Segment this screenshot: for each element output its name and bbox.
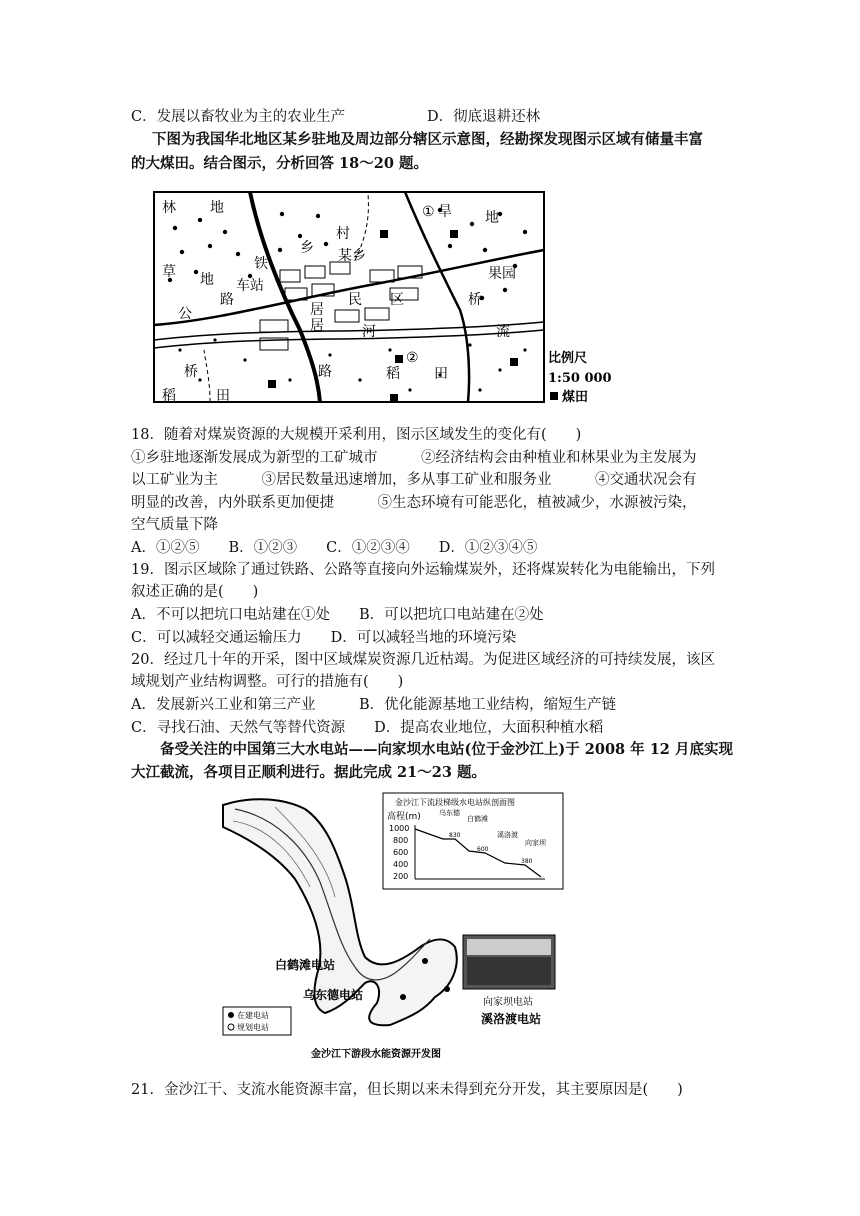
- scale-value: 1:50 000: [548, 371, 612, 386]
- q18-stem: 18．随着对煤炭资源的大规模开采利用，图示区域发生的变化有( ): [131, 427, 582, 443]
- jinsha-river-map-svg: [215, 787, 645, 1065]
- map-label-tie: 铁: [254, 256, 268, 272]
- q19-stem-line1: 19．图示区域除了通过铁路、公路等直接向外运输煤炭外，还将煤炭转化为电能输出，下列: [131, 562, 715, 578]
- map-label-cun: 村: [336, 226, 350, 242]
- q19-options-cd: C．可以减轻交通运输压力 D．可以减轻当地的环境污染: [131, 630, 517, 646]
- scale-title: 比例尺: [548, 351, 588, 366]
- map-label-mouxiang: 某乡: [338, 248, 366, 264]
- map-label-di1: 地: [210, 200, 224, 216]
- legend-planned: 规划电站: [237, 1023, 269, 1032]
- label-xiluodu: 溪洛渡电站: [481, 1012, 542, 1026]
- q21-stem: 21．金沙江干、支流水能资源丰富，但长期以来未得到充分开发，其主要原因是( ): [131, 1082, 683, 1098]
- map-label-liu: 流: [496, 324, 510, 340]
- profile-station-xiluodu: 溪洛渡: [497, 831, 518, 839]
- map-label-qiao2: 桥: [184, 364, 198, 380]
- tick-200: 200: [393, 872, 409, 881]
- q17-option-d: D．彻底退耕还林: [427, 109, 541, 125]
- map-label-dao1: 稻: [386, 366, 400, 382]
- tick-800: 800: [393, 836, 409, 845]
- map-label-circle2: ②: [406, 350, 419, 366]
- tick-600: 600: [393, 848, 409, 857]
- map-label-dao2: 稻: [162, 388, 176, 404]
- profile-inset: [383, 793, 563, 889]
- map-label-circle1: ①: [422, 204, 435, 220]
- map-label-cao: 草: [162, 264, 176, 280]
- map-label-gong: 公: [178, 306, 192, 322]
- station-baihetan-marker: [422, 958, 428, 964]
- map-label-lu1: 路: [220, 292, 234, 308]
- map-label-ju2: 居: [310, 302, 324, 318]
- intro2-line2: 大江截流，各项目正顺利进行。据此完成 21～23 题。: [131, 764, 486, 781]
- q18-line4: 空气质量下降: [131, 517, 218, 533]
- q18-line2: 以工矿业为主 ③居民数量迅速增加，多从事工矿业和服务业 ④交通状况会有: [131, 472, 697, 488]
- map-label-lu2: 路: [318, 364, 332, 380]
- map-label-ju: 居: [310, 318, 324, 334]
- label-wudongde: 乌东德电站: [303, 988, 364, 1002]
- station-xiluodu-marker: [444, 986, 450, 992]
- township-map-svg: [140, 180, 730, 416]
- q20-options-ab: A．发展新兴工业和第三产业 B．优化能源基地工业结构，缩短生产链: [131, 697, 617, 713]
- station-wudongde-marker: [400, 994, 406, 1000]
- legend-built: 在建电站: [237, 1011, 269, 1020]
- map-label-di2: 地: [485, 210, 499, 226]
- map2-caption: 金沙江下游段水能资源开发图: [311, 1049, 441, 1060]
- map-label-tian1: 田: [434, 366, 448, 382]
- coalfield-legend-icon: [550, 392, 558, 400]
- q18-options: A．①②⑤ B．①②③ C．①②③④ D．①②③④⑤: [131, 540, 538, 556]
- xiangjiaba-photo: [463, 935, 555, 989]
- map2-legend: [223, 1007, 291, 1035]
- label-baihetan: 白鹤滩电站: [275, 958, 336, 972]
- map-label-he: 河: [362, 324, 376, 340]
- profile-level-600: 600: [477, 846, 489, 853]
- q20-options-cd: C．寻找石油、天然气等替代资源 D．提高农业地位，大面积种植水稻: [131, 720, 604, 736]
- tick-400: 400: [393, 860, 409, 869]
- map-label-chezhan: 车站: [236, 278, 264, 294]
- profile-elev-label: 高程(m): [387, 812, 421, 822]
- map-label-min: 民: [348, 292, 362, 308]
- map-label-lin: 林: [162, 200, 176, 216]
- profile-station-xiangjiaba: 向家坝: [525, 839, 546, 847]
- map-label-qiao1: 桥: [468, 292, 482, 308]
- intro2-line1: 备受关注的中国第三大水电站——向家坝水电站(位于金沙江上)于 2008 年 12 月底实现: [160, 741, 733, 758]
- profile-station-wudongde: 乌东德: [439, 809, 460, 817]
- map-label-di3: 地: [200, 272, 214, 288]
- q18-line3: 明显的改善，内外联系更加便捷 ⑤生态环境有可能恶化，植被减少，水源被污染，: [131, 495, 697, 511]
- q17-option-c: C．发展以畜牧业为主的农业生产: [131, 109, 346, 125]
- q19-options-ab: A．不可以把坑口电站建在①处 B．可以把坑口电站建在②处: [131, 607, 544, 623]
- map-label-xiang: 乡: [300, 240, 314, 256]
- label-xiangjiaba: 向家坝电站: [483, 997, 533, 1008]
- township-map: [140, 180, 730, 416]
- map-label-guoyuan: 果园: [488, 266, 516, 282]
- intro1-line2: 的大煤田。结合图示，分析回答 18～20 题。: [131, 155, 428, 172]
- q20-stem-line1: 20．经过几十年的开采，图中区域煤炭资源几近枯竭。为促进区域经济的可持续发展，该区: [131, 652, 715, 668]
- tick-1000: 1000: [389, 824, 410, 833]
- q19-stem-line2: 叙述正确的是( ): [131, 584, 259, 600]
- profile-station-baihetan: 白鹤滩: [467, 815, 488, 823]
- intro1-line1: 下图为我国华北地区某乡驻地及周边部分辖区示意图，经勘探发现图示区域有储量丰富: [152, 131, 703, 148]
- coalfield-legend-label: 煤田: [562, 390, 589, 405]
- q18-line1: ①乡驻地逐渐发展成为新型的工矿城市 ②经济结构会由种植业和林果业为主发展为: [131, 450, 697, 466]
- q20-stem-line2: 域规划产业结构调整。可行的措施有( ): [131, 674, 404, 690]
- profile-title: 金沙江下流段梯级水电站纵剖面图: [395, 798, 515, 807]
- profile-level-830: 830: [449, 832, 461, 839]
- profile-level-380: 380: [521, 858, 533, 865]
- map-label-han: 旱: [438, 204, 452, 220]
- map-label-tian2: 田: [216, 388, 230, 404]
- map-label-qu: 区: [390, 292, 404, 308]
- jinsha-river-map: [215, 787, 645, 1065]
